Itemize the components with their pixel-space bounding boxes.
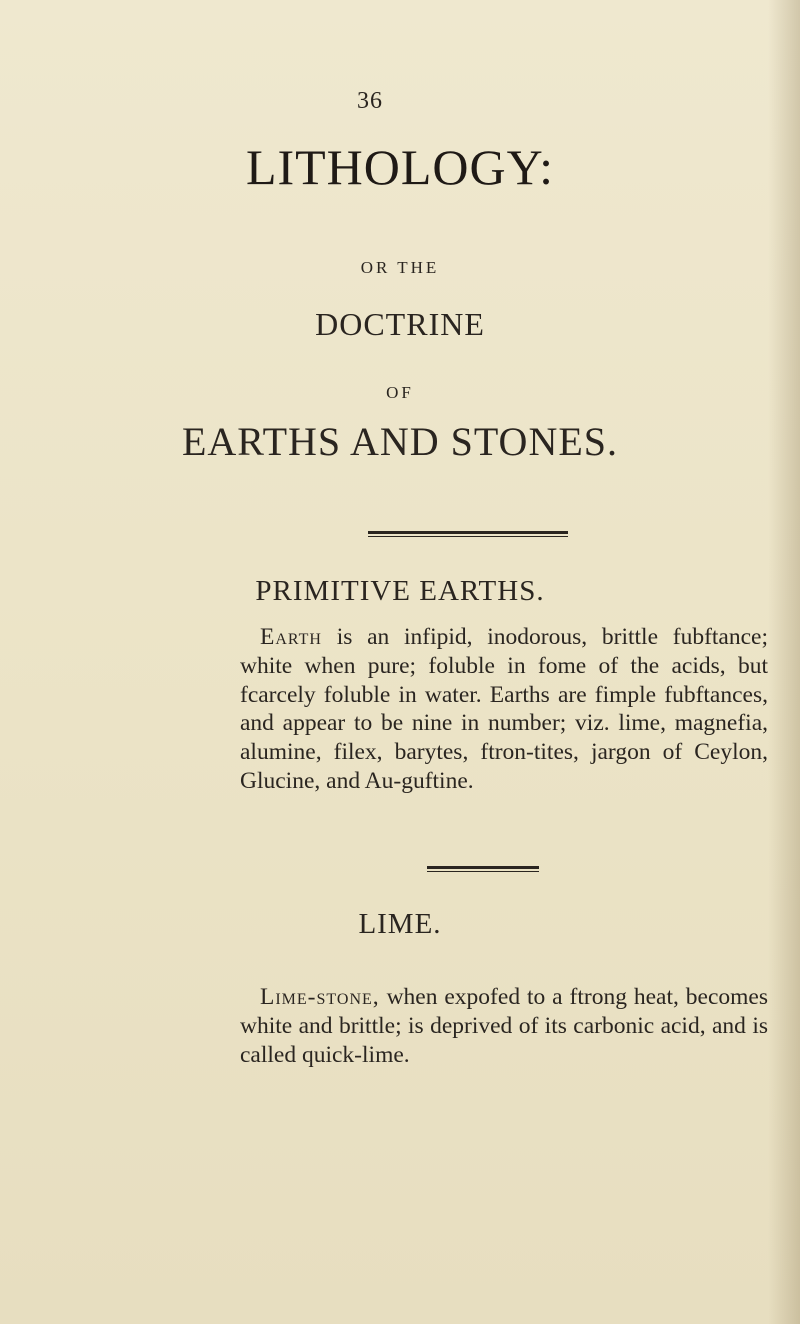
subtitle-or-the: OR THE <box>360 258 440 277</box>
subtitle-subject: EARTHS AND STONES. <box>181 419 619 464</box>
paragraph-lead-word: Earth <box>260 624 322 650</box>
paragraph-body: is an infipid, inodorous, brittle fubftance; white when pure; foluble in fome of the acids, but fcarcely foluble in water. Earths are fimple fubftances, and appear to be nine in number; viz. lime, magnefia, alumine, filex, barytes, ftron-tites, jargon of Ceylon, Glucine, and Au-guftine. <box>240 624 768 794</box>
page-title: LITHOLOGY: <box>245 139 555 195</box>
subtitle-doctrine: DOCTRINE <box>315 306 485 342</box>
section-heading-primitive-earths: PRIMITIVE EARTHS. <box>255 575 545 607</box>
paragraph-lime <box>240 983 768 1069</box>
page-number: 36 <box>357 88 383 114</box>
section-heading-lime: LIME. <box>358 908 442 940</box>
section-divider <box>368 531 568 537</box>
paragraph-lead-word: Lime-stone, <box>260 984 380 1010</box>
section-divider <box>427 866 539 872</box>
paragraph-primitive-earths <box>240 623 768 796</box>
subtitle-of: OF <box>386 383 414 402</box>
paragraph-body: when expofed to a ftrong heat, becomes white and brittle; is deprived of its carbonic acid, and is called quick-lime. <box>240 984 768 1068</box>
